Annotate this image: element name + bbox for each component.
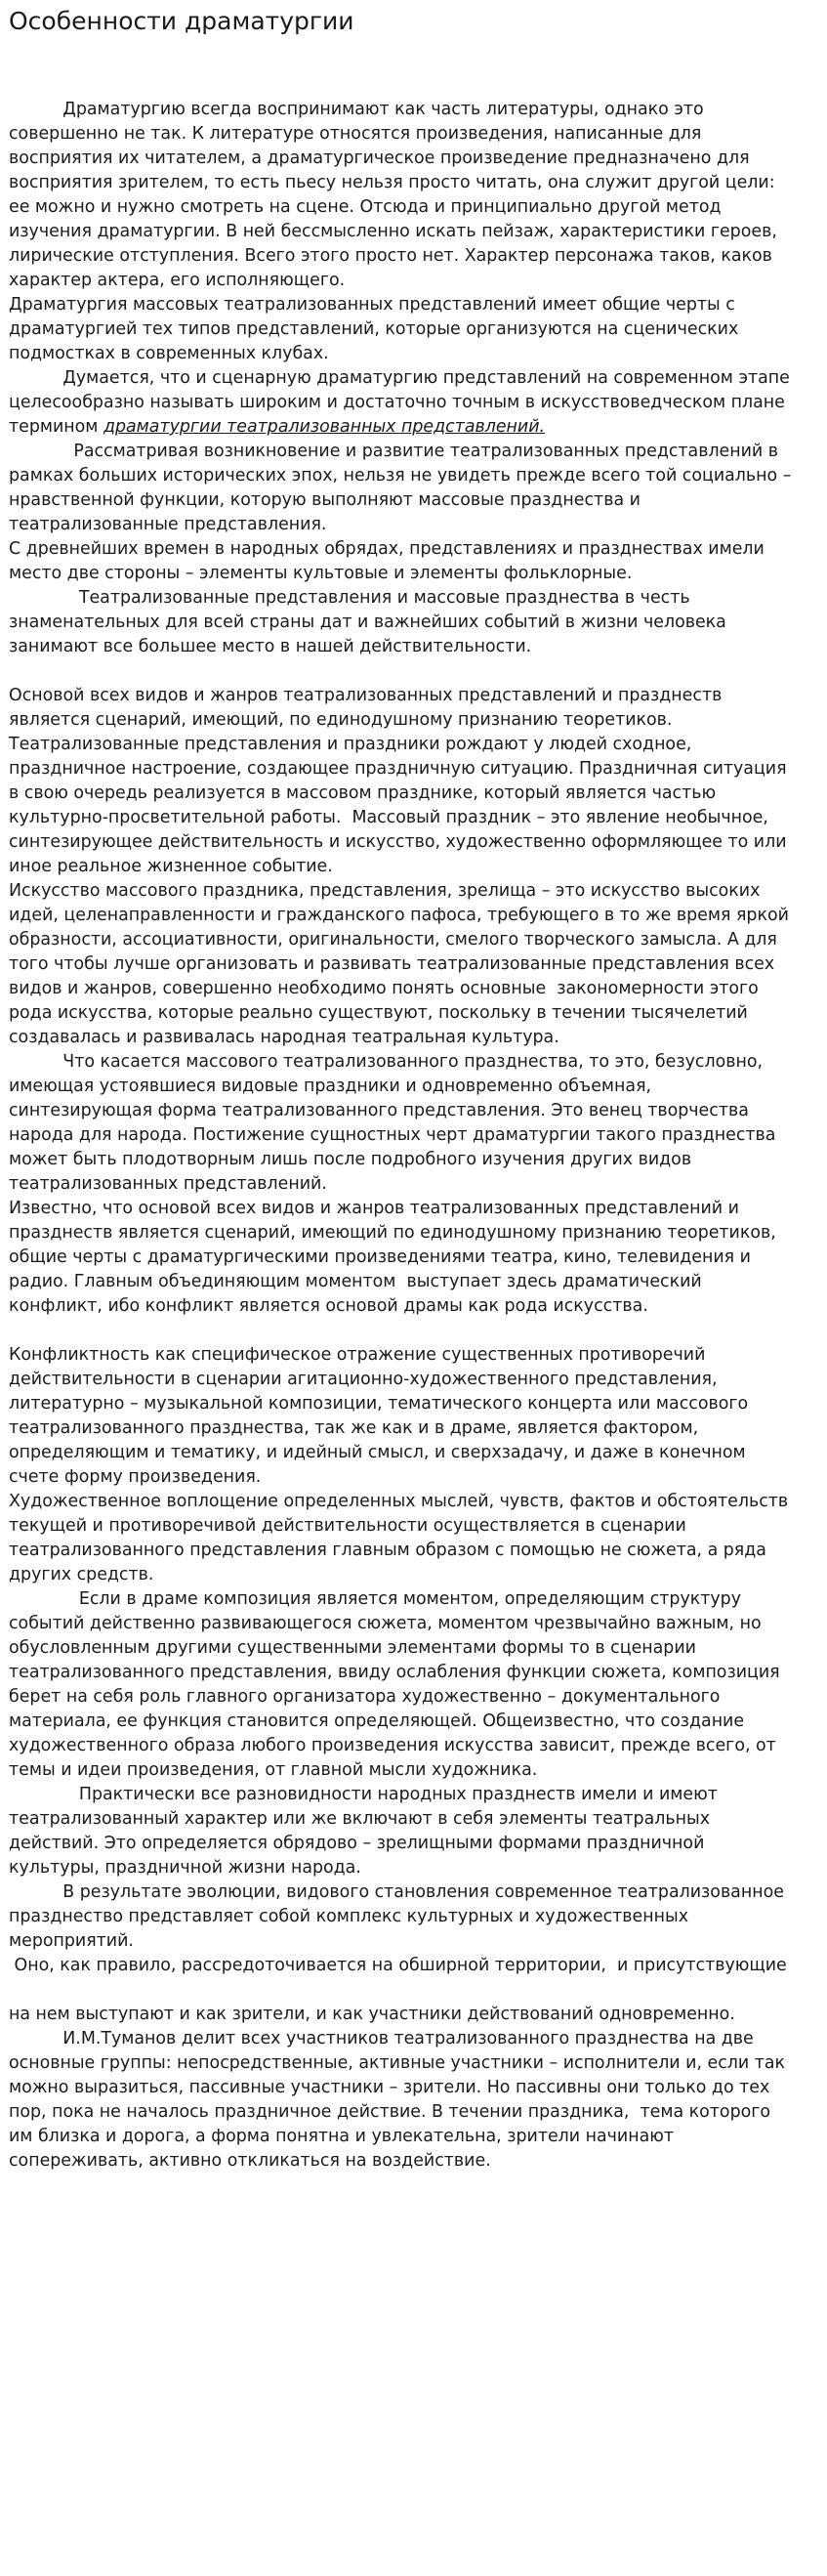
text-line: целесообразно называть широким и достаточно точным в искусствоведческом плане [9,393,785,412]
text-line: народа для народа. Постижение сущностных черт драматургии такого празднества [9,1125,776,1145]
text-line: Театрализованные представления и массовые празднества в честь [9,588,690,608]
text-line: Известно, что основой всех видов и жанров театрализованных представлений и [9,1199,739,1218]
text-line: Рассматривая возникновение и развитие театрализованных представлений в [9,442,779,461]
text-line: образности, ассоциативности, оригинальности, смелого творческого замысла. А для [9,930,777,950]
text-line: подмостках в современных клубах. [9,344,329,363]
text-line: драматургией тех типов представлений, которые организуются на сценических [9,319,739,339]
text-line: место две стороны – элементы культовые и элементы фольклорные. [9,564,633,583]
text-line: имеющая устоявшиеся видовые праздники и одновременно объемная, [9,1077,652,1096]
text-line: Искусство массового праздника, представления, зрелища – это искусство высоких [9,881,761,901]
text-line: в свою очередь реализуется в массовом празднике, который является частью [9,783,717,803]
text-line: занимают все большее место в нашей действительности. [9,637,532,656]
text-line: восприятия их читателем, а драматургическое произведение предназначено для [9,148,750,168]
text-line: культуры, праздничной жизни народа. [9,1858,361,1878]
article-body [9,98,809,2198]
paragraph-gap [9,1978,809,2003]
text-line: конфликт, ибо конфликт является основой драмы как рода искусства. [9,1296,648,1316]
paragraph-gap [9,659,809,684]
text-line [9,2174,809,2198]
text-line-with-term [9,415,809,440]
text-line: сопереживать, активно откликаться на воздействие. [9,2151,491,2171]
text-line: характер актера, его исполняющего. [9,271,346,290]
text-line: культурно-просветительной работы. Массовый праздник – это явление необычное, [9,808,768,827]
text-line: Думается, что и сценарную драматургию представлений на современном этапе [9,368,790,388]
text-line: им близка и дорога, а форма понятна и увлекательна, зрители начинают [9,2127,675,2146]
text-line: Драматургию всегда воспринимают как часть литературы, однако это [9,100,704,119]
text-line: праздничное настроение, создающее праздничную ситуацию. Праздничная ситуация [9,759,787,779]
text-line: идей, целенаправленности и гражданского пафоса, требующего в то же время яркой [9,906,789,925]
text-line: восприятия зрителем, то есть пьесу нельзя просто читать, она служит другой цели: [9,173,775,192]
text-line: художественного образа любого произведения искусства зависит, прежде всего, от [9,1736,776,1755]
text-line: театрализованного представления главным образом с помощью не сюжета, а ряда [9,1541,766,1560]
text-line: рода искусства, которые реально существуют, поскольку в течении тысячелетий [9,1003,748,1023]
article-title: Особенности драматургии [9,7,354,35]
text-line: является сценарий, имеющий, по единодушному признанию теоретиков. [9,710,673,730]
text-line: счете форму произведения. [9,1467,262,1487]
text-line: мероприятий. [9,1931,134,1951]
text-line: синтезирующая форма театрализованного представления. Это венец творчества [9,1101,749,1120]
text-line: иное реальное жизненное событие. [9,857,333,876]
text-line: Оно, как правило, рассредоточивается на обширной территории, и присутствующие [9,1956,787,1975]
text-line: других средств. [9,1565,154,1584]
text-line: действительности в сценарии агитационно-художественного представления, [9,1370,718,1389]
text-line: действий. Это определяется обрядово – зрелищными формами праздничной [9,1834,705,1853]
text-line: литературно – музыкальной композиции, тематического концерта или массового [9,1394,749,1414]
text-line: определяющим и тематику, и идейный смысл, и сверхзадачу, и даже в конечном [9,1443,746,1462]
text-line: обусловленным другими существенными элементами формы то в сценарии [9,1638,696,1658]
text-line: изучения драматургии. В ней бессмысленно искать пейзаж, характеристики героев, [9,222,777,241]
text-line: рамках больших исторических эпох, нельзя не увидеть прежде всего той социально – [9,466,792,486]
text-line: Художественное воплощение определенных мыслей, чувств, фактов и обстоятельств [9,1492,789,1511]
text-line: И.М.Туманов делит всех участников театрализованного празднества на две [9,2029,754,2048]
text-line: лирические отступления. Всего этого просто нет. Характер персонажа таков, каков [9,246,772,266]
text-line: может быть плодотворным лишь после подробного изучения других видов [9,1150,692,1169]
text-line: празднество представляет собой комплекс культурных и художественных [9,1907,689,1926]
text-line: Драматургия массовых театрализованных представлений имеет общие черты с [9,295,735,315]
text-line: на нем выступают и как зрители, и как участники действований одновременно. [9,2005,735,2024]
text-line: событий действенно развивающегося сюжета, моментом чрезвычайно важным, но [9,1614,762,1633]
text-line: знаменательных для всей страны дат и важнейших событий в жизни человека [9,612,726,632]
text-line: совершенно не так. К литературе относятся произведения, написанные для [9,124,702,144]
text-line: театрализованный характер или же включают в себя элементы театральных [9,1809,711,1829]
text-line: Практически все разновидности народных празднеств имели и имеют [9,1785,718,1804]
text-line: текущей и противоречивой действительности осуществляется в сценарии [9,1516,686,1536]
text-line: видов и жанров, совершенно необходимо понять основные закономерности этого [9,979,759,998]
text-line: можно выразиться, пассивные участники – зрители. Но пассивны они только до тех [9,2078,770,2097]
text-line: нравственной функции, которую выполняют массовые празднества и [9,490,641,510]
text-line: ее можно и нужно смотреть на сцене. Отсюда и принципиально другой метод [9,197,722,217]
text-line: Конфликтность как специфическое отражение существенных противоречий [9,1345,706,1365]
text-line: театрализованные представления. [9,515,327,534]
text-line: С древнейших времен в народных обрядах, представлениях и празднествах имели [9,539,765,559]
text-line: синтезирующее действительность и искусство, художественно оформляющее то или [9,832,787,852]
text-line: Основой всех видов и жанров театрализованных представлений и празднеств [9,686,723,705]
text-line: Театрализованные представления и праздники рождают у людей сходное, [9,735,692,754]
text-line: темы и идеи произведения, от главной мысли художника. [9,1760,538,1780]
text-line: Что касается массового театрализованного празднества, то это, безусловно, [9,1052,763,1072]
paragraph-gap [9,1319,809,1343]
term-link[interactable]: драматургии театрализованных представлений. [103,417,546,437]
text-line: радио. Главным объединяющим моментом выступает здесь драматический [9,1272,702,1291]
text-line: основные группы: непосредственные, активные участники – исполнители и, если так [9,2053,785,2073]
text-line: того чтобы лучше организовать и развивать театрализованные представления всех [9,954,775,974]
text-line: Если в драме композиция является моментом, определяющим структуру [9,1589,742,1609]
text-line: пор, пока не началось праздничное действие. В течении праздника, тема которого [9,2102,771,2122]
term-prefix: термином [9,417,103,437]
text-line: театрализованных представлений. [9,1174,327,1194]
text-line: берет на себя роль главного организатора художественно – документального [9,1687,721,1707]
text-line: театрализованного представления, ввиду ослабления функции сюжета, композиция [9,1663,780,1682]
text-line: общие черты с драматургическими произведениями театра, кино, телевидения и [9,1247,751,1267]
text-line: создавалась и развивалась народная театральная культура. [9,1028,559,1047]
text-line: празднеств является сценарий, имеющий по единодушному признанию теоретиков, [9,1223,776,1243]
text-line: В результате эволюции, видового становления современное театрализованное [9,1882,784,1902]
text-line: театрализованного празднества, так же как и в драме, является фактором, [9,1418,699,1438]
text-line: материала, ее функция становится определяющей. Общеизвестно, что создание [9,1711,745,1731]
